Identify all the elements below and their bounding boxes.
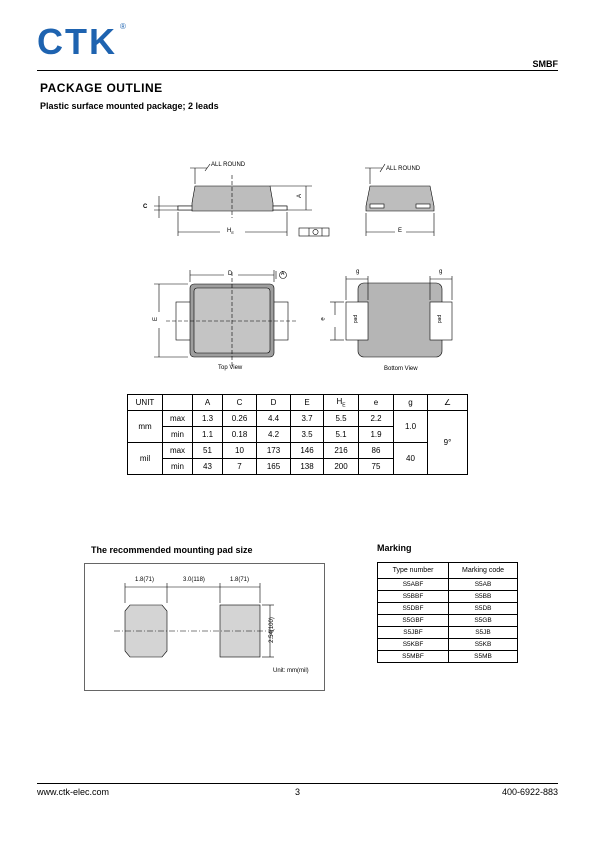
table-row: S5DBF S5DB bbox=[378, 603, 518, 615]
table-row: min 43 7 165 138 200 75 bbox=[128, 459, 468, 475]
top-view bbox=[154, 270, 298, 366]
dim-g-label: g bbox=[356, 269, 360, 275]
page-number: 3 bbox=[295, 787, 301, 797]
footer-phone: 400-6922-883 bbox=[501, 787, 558, 797]
all-round-label: ALL ROUND bbox=[386, 166, 421, 172]
table-row: S5ABF S5AB bbox=[378, 579, 518, 591]
dim-e-bottom-label: e bbox=[320, 317, 327, 321]
table-header-row: Type number Marking code bbox=[378, 563, 518, 579]
pad-dim-label: 1.8(71) bbox=[230, 577, 250, 583]
table-row: S5MBF S5MB bbox=[378, 651, 518, 663]
table-row: min 1.1 0.18 4.2 3.5 5.1 1.9 bbox=[128, 427, 468, 443]
bottom-view bbox=[330, 276, 452, 357]
side-view-right bbox=[365, 164, 434, 236]
table-row: S5BBF S5BB bbox=[378, 591, 518, 603]
pad-label: pad bbox=[353, 314, 360, 324]
dim-a-label: A bbox=[297, 193, 304, 199]
section-title: PACKAGE OUTLINE bbox=[40, 81, 163, 95]
part-number: SMBF bbox=[532, 59, 558, 69]
dim-g-label: g bbox=[439, 269, 443, 275]
dim-he-label: $H_E$ bbox=[227, 228, 235, 236]
footer-rule bbox=[37, 783, 558, 784]
pad-label: pad bbox=[437, 314, 444, 324]
bottom-view-caption: Bottom View bbox=[384, 366, 418, 372]
dim-c-label: C bbox=[143, 204, 148, 210]
marking-table bbox=[377, 562, 518, 663]
dimension-table bbox=[127, 394, 468, 475]
marking-section-title: Marking bbox=[377, 543, 412, 553]
table-row: S5JBF S5JB bbox=[378, 627, 518, 639]
dim-e-side-label: E bbox=[398, 228, 403, 234]
pad-unit-label: Unit: mm(mil) bbox=[273, 668, 309, 674]
section-subtitle: Plastic surface mounted package; 2 leads bbox=[40, 101, 219, 111]
dim-a-circle-label: A bbox=[281, 271, 285, 277]
footer-url[interactable]: www.ctk-elec.com bbox=[37, 787, 110, 797]
side-view-left bbox=[154, 164, 312, 236]
all-round-label: ALL ROUND bbox=[211, 162, 246, 168]
tolerance-frame bbox=[299, 228, 329, 236]
table-header-row: UNIT A C D E $H_E$ e g ∠ bbox=[128, 395, 468, 411]
pad-section-title: The recommended mounting pad size bbox=[91, 545, 253, 555]
dim-e-top-label: E bbox=[153, 316, 160, 322]
pad-dim-label: 1.8(71) bbox=[135, 577, 155, 583]
table-row: mil max 51 10 173 146 216 86 40 bbox=[128, 443, 468, 459]
table-row: S5GBF S5GB bbox=[378, 615, 518, 627]
table-row: S5KBF S5KB bbox=[378, 639, 518, 651]
pad-dim-vertical-label: 2.54(100) bbox=[268, 617, 275, 643]
pad-dim-label: 3.0(118) bbox=[183, 577, 205, 583]
company-logo: CTK bbox=[37, 21, 117, 62]
top-view-caption: Top View bbox=[218, 365, 243, 371]
dim-d-label: D bbox=[228, 271, 233, 277]
registered-mark: ® bbox=[120, 22, 126, 31]
table-row: mm max 1.3 0.26 4.4 3.7 5.5 2.2 1.0 9° bbox=[128, 411, 468, 427]
